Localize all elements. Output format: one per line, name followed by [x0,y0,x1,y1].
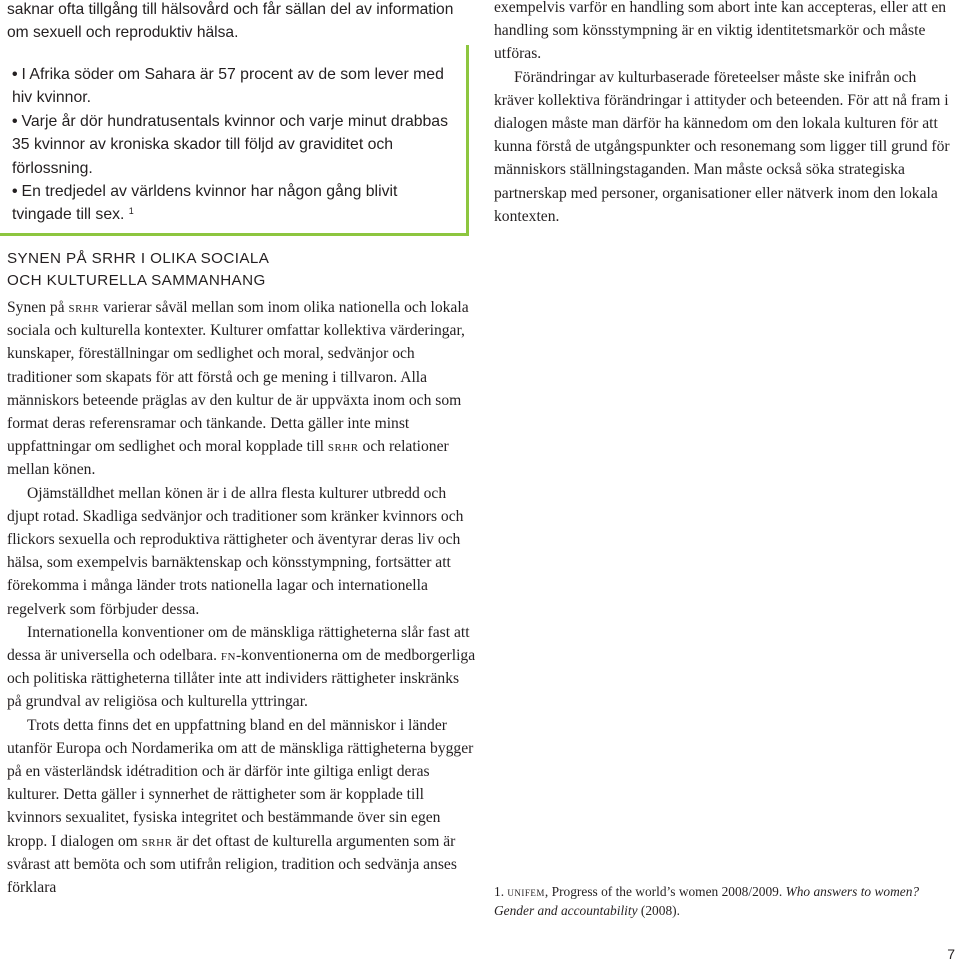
footnote-org: unifem [507,884,545,899]
paragraph: exempelvis varför en handling som abort inte kan accepteras, eller att en handling som könsstympning är en viktig identitetsmarkör och måste utföras. [494,0,947,63]
footnote: 1. unifem, Progress of the world’s women 2008/2009. Who answers to women? Gender and accountability (2008). [494,884,920,918]
bullet-icon: • [12,183,18,201]
footnote-number: 1. [494,884,505,899]
paragraph: Förändringar av kulturbaserade företeelser måste ske inifrån och kräver kollektiva förändringar i attityder och beteenden. För att nå fram i dialogen måste man därför ha kännedom om den lokala kulturen för att kunna förstå de utgångspunkter och resonemang som ligger till grund för människors ställningstaganden. Man måste också söka strategiska partnerskap med personer, organisationer eller nätverk inom den lokala kontexten. [494,68,950,225]
bullet-icon: • [12,112,18,130]
fact-item: • I Afrika söder om Sahara är 57 procent av de som lever med hiv kvinnor. [12,66,444,107]
intro-text [7,0,477,44]
paragraph: Ojämställdhet mellan könen är i de allra flesta kulturer utbredd och djupt rotad. Skadliga sedvänjor och traditioner som kränker kvinnors och flickors sexuella och reproduktiva rättigheter och äventyrar deras liv och hälsa, som exempelvis barnäktenskap och könsstympning, fortsätter att förekomma i många länder trots nationella lagar och internationella regelverk som förbjuder dessa. [7,484,464,618]
bullet-icon: • [12,66,18,83]
paragraph: Internationella konventioner om de mänskliga rättigheterna slår fast att dessa är universella och odelbara. fn-konventionerna om de medborgerliga och politiska rättigheterna tillåter inte att individers rättigheter inskränks på grundval av religiösa och kulturella yttringar. [7,623,476,711]
paragraph: Trots detta finns det en uppfattning bland en del människor i länder utanför Europa och Nordamerika om att de mänskliga rättigheterna bygger på en västerländsk idétradition och är därför inte giltiga enligt deras kulturer. Detta gäller i synnerhet de rättigheter som är kopplade till kvinnors sexualitet, fysiska integritet och bestämmande över sin egen kropp. I dialogen om srhr är det oftast de kulturella argumenten som är svårast att bemöta och som utifrån religion, tradition och sedvänja anses förklara [7,716,474,897]
footnote-ref[interactable]: 1 [128,206,134,217]
fact-item: • Varje år dör hundratusentals kvinnor och varje minut drabbas 35 kvinnor av kroniska skador till följd av graviditet och förlossning. [12,112,448,177]
right-body [494,0,952,228]
fact-item: • En tredjedel av världens kvinnor har någon gång blivit tvingade till sex. $^1$ [12,183,398,224]
intro-line: saknar ofta tillgång till hälsovård och får sällan del av information om sexuell och reproduktiv hälsa. [7,1,454,42]
fact-list [12,63,457,227]
section-heading: SYNEN PÅ SRHR I OLIKA SOCIALA OCH KULTURELLA SAMMANHANG [7,250,270,289]
paragraph: Synen på srhr varierar såväl mellan som inom olika nationella och lokala sociala och kulturella kontexter. Kulturer omfattar kollektiva värderingar, kunskaper, föreställningar om sedlighet och moral, sedvänjor och traditioner som skapats för att förstå och ge mening i tillvaron. Alla människors beteende präglas av den kultur de är uppväxta inom och som format deras referensramar och tänkande. Detta gäller inte minst uppfattningar om sedlighet och moral kopplade till srhr och relationer mellan könen. [7,299,469,479]
page-number: 7 [947,946,955,962]
left-body [7,296,477,899]
